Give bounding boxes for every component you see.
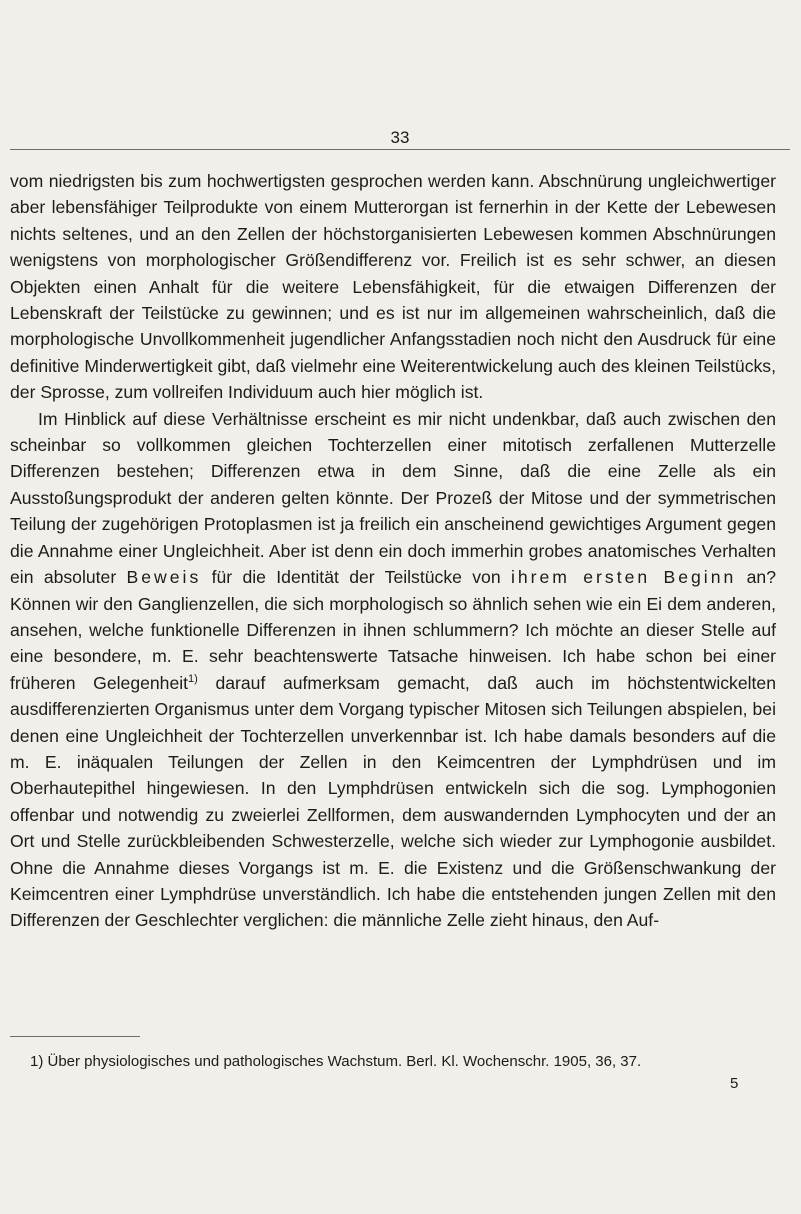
paragraph-2-part-d: darauf aufmerksam gemacht, daß auch im höchstentwickelten ausdifferenzierten Organismus unter dem Vorgang typischer Mitosen sich Teilungen abspielen, bei denen eine Ungleichheit der Tochterzellen unverkennbar ist. Ich habe damals besonders auf die m. E. inäqualen Teilungen der Zellen in den Keimcentren der Lymphdrüsen und im Oberhautepithel hingewiesen. In den Lymphdrüsen entwickeln sich die sog. Lymphogonien offenbar und notwendig zu zweierlei Zellformen, dem auswandernden Lymphocyten und der an Ort und Stelle zurückbleibenden Schwesterzelle, welche sich wieder zur Lymphogonie ausbildet. Ohne die Annahme dieses Vorgangs ist m. E. die Existenz und die Größenschwankung der Keimcentren einer Lymphdrüse unverständlich. Ich habe die entstehenden jungen Zellen mit den Differenzen der Geschlechter verglichen: die männliche Zelle zieht hinaus, den Auf-	[10, 672, 776, 931]
footnote: 1) Über physiologisches und pathologisches Wachstum. Berl. Kl. Wochenschr. 1905, 36, 37.	[30, 1053, 642, 1070]
body-text	[10, 168, 776, 934]
paragraph-2-part-b: für die Identität der Teilstücke von	[201, 567, 511, 588]
emphasis-beweis: Beweis	[126, 567, 202, 588]
footnote-rule	[10, 1036, 140, 1037]
emphasis-ihrem-ersten-beginn: ihrem ersten Beginn	[510, 567, 737, 588]
header-rule	[10, 149, 790, 150]
footnote-reference: 1)	[188, 672, 198, 685]
signature-mark: 5	[730, 1075, 739, 1092]
paragraph-2-part-c: an? Können wir den Ganglienzellen, die sich morphologisch so ähnlich sehen wie ein Ei dem anderen, ansehen, welche funktionelle Differenzen in ihnen schlummern? Ich möchte an dieser Stelle auf eine besondere, m. E. sehr beachtenswerte Tatsache hinweisen. Ich habe schon bei einer früheren Gelegenheit	[10, 567, 776, 693]
paragraph-2-part-a: Im Hinblick auf diese Verhältnisse erscheint es mir nicht undenkbar, daß auch zwischen den scheinbar so vollkommen gleichen Tochterzellen einer mitotisch zerfallenen Mutterzelle Differenzen bestehen; Differenzen etwa in dem Sinne, daß die eine Zelle als ein Ausstoßungsprodukt der anderen gelten könnte. Der Prozeß der Mitose und der symmetrischen Teilung der zugehörigen Protoplasmen ist ja freilich ein anscheinend gewichtiges Argument gegen die Annahme einer Ungleichheit. Aber ist denn ein doch immerhin grobes anatomisches Verhalten ein absoluter	[10, 408, 776, 588]
page-number: 33	[390, 128, 410, 147]
paragraph-1: vom niedrigsten bis zum hochwertigsten gesprochen werden kann. Abschnürung ungleichwertiger aber lebensfähiger Teilprodukte von einem Mutterorgan ist fernerhin in der Kette der Lebewesen nichts seltenes, und an den Zellen der höchstorganisierten Lebewesen kommen Abschnürungen wenigstens von morphologischer Größendifferenz vor. Freilich ist es sehr schwer, an diesen Objekten einen Anhalt für die weitere Lebensfähigkeit, für die etwaigen Differenzen der Lebenskraft der Teilstücke zu gewinnen; und es ist nur im allgemeinen wahrscheinlich, daß die morphologische Unvollkommenheit jugendlicher Anfangsstadien noch nicht den Ausdruck für eine definitive Minderwertigkeit gibt, daß vielmehr eine Weiterentwickelung auch des kleinen Teilstücks, der Sprosse, zum vollreifen Individuum auch hier möglich ist.	[10, 171, 776, 403]
paragraph-2	[10, 406, 776, 934]
